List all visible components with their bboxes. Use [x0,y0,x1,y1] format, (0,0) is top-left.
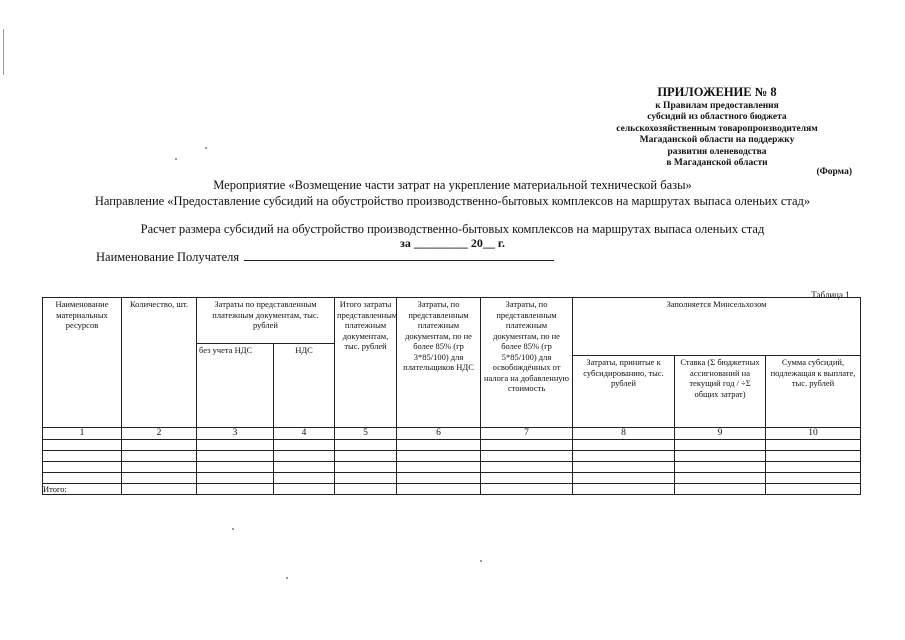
col-number: 9 [675,428,766,440]
col-number: 6 [397,428,481,440]
appendix-line: к Правилам предоставления [655,101,779,111]
header-accepted: Затраты, принятые к субсидированию, тыс. рублей [573,356,675,428]
table-cell[interactable] [335,439,397,450]
table-cell[interactable] [675,472,766,483]
header-total: Итого затраты представленным платежным документам, тыс. рублей [335,298,397,428]
appendix-line: сельскохозяйственным товаропроизводителям [616,123,818,134]
appendix-line: субсидий из областного бюджета [647,112,787,123]
table-cell[interactable] [573,450,675,461]
header-subsidy: Сумма субсидий, подлежащая к выплате, тыс. рублей [766,356,861,428]
table-cell[interactable] [675,461,766,472]
scan-speck [205,147,207,149]
table-cell[interactable] [197,472,274,483]
table-cell[interactable] [766,439,861,450]
appendix-subtitle [592,101,842,169]
subsidy-table [42,297,861,495]
col-number: 1 [43,428,122,440]
table-cell[interactable] [573,472,675,483]
table-cell[interactable] [397,472,481,483]
scan-speck [3,29,4,75]
direction-title: Направление «Предоставление субсидий на обустройство производственно-бытовых комплексов на маршрутах выпаса оленьих стад» [94,194,811,208]
table-cell[interactable] [481,483,573,495]
col-number: 8 [573,428,675,440]
table-cell[interactable] [481,439,573,450]
header-costs-no-vat: без учета НДС [197,344,274,428]
table-cell[interactable] [43,439,122,450]
total-label: Итого: [43,483,122,495]
table-cell[interactable] [573,439,675,450]
col-number: 7 [481,428,573,440]
appendix-line: развития оленеводства [667,146,767,157]
scan-speck [480,560,482,562]
table-cell[interactable] [197,439,274,450]
table-cell[interactable] [197,450,274,461]
table-row [43,450,861,461]
table-cell[interactable] [274,450,335,461]
table-cell[interactable] [675,439,766,450]
table-cell[interactable] [675,483,766,495]
table-cell[interactable] [122,461,197,472]
table-row [43,461,861,472]
table-cell[interactable] [335,461,397,472]
scan-speck [232,528,234,530]
appendix-line: в Магаданской области [666,158,768,169]
table-cell[interactable] [122,472,197,483]
col-number: 2 [122,428,197,440]
col-number: 10 [766,428,861,440]
table-cell[interactable] [274,439,335,450]
event-title: Мероприятие «Возмещение части затрат на укрепление материальной технической базы» [213,178,692,192]
table-cell[interactable] [766,450,861,461]
table-cell[interactable] [766,461,861,472]
col-number: 5 [335,428,397,440]
table-cell[interactable] [122,483,197,495]
calculation-title: Расчет размера субсидий на обустройство производственно-бытовых комплексов на маршрутах выпаса оленьих стад [140,222,765,236]
table-cell[interactable] [397,461,481,472]
table-row [43,439,861,450]
header-costs-vat: НДС [274,344,335,428]
header-quantity: Количество, шт. [122,298,197,428]
table-number: Таблица 1. [811,290,852,300]
table-cell[interactable] [274,483,335,495]
recipient-field [96,250,554,265]
table-cell[interactable] [481,472,573,483]
table-cell[interactable] [274,472,335,483]
table-cell[interactable] [481,461,573,472]
table-cell[interactable] [122,450,197,461]
header-costs-85-exempt: Затраты, по представленным платежным документам, по не более 85% (гр 5*85/100) для освобождённых от налога на добавленную стоимость [481,298,573,428]
header-costs-85-vat: Затраты, по представленным платежным документам, по не более 85% (гр 3*85/100) для плательщиков НДС [397,298,481,428]
table-cell[interactable] [766,472,861,483]
table-cell[interactable] [43,450,122,461]
header-rate: Ставка (Σ бюджетных ассигнований на текущий год / ÷Σ общих затрат) [675,356,766,428]
table-cell[interactable] [335,450,397,461]
form-label: (Форма) [816,167,852,177]
table-cell[interactable] [573,461,675,472]
header-ministry-group: Заполняется Минсельхозом [573,298,861,356]
scan-speck [175,158,177,160]
scan-speck [286,577,288,579]
col-number: 3 [197,428,274,440]
recipient-label: Наименование Получателя [96,250,240,264]
table-cell[interactable] [573,483,675,495]
table-row [43,472,861,483]
col-number: 4 [274,428,335,440]
table-cell[interactable] [43,472,122,483]
table-cell[interactable] [766,483,861,495]
table-cell[interactable] [397,450,481,461]
period-line: за _________ 20__ г. [400,236,505,250]
table-cell[interactable] [481,450,573,461]
total-row [43,483,861,495]
header-costs-group: Затраты по представленным платежным документам, тыс. рублей [197,298,335,344]
table-cell[interactable] [197,461,274,472]
table-cell[interactable] [122,439,197,450]
appendix-line: Магаданской области на поддержку [639,135,795,146]
recipient-blank[interactable] [244,250,554,261]
column-number-row [43,428,861,440]
table-cell[interactable] [197,483,274,495]
table-cell[interactable] [397,439,481,450]
table-cell[interactable] [335,472,397,483]
table-cell[interactable] [675,450,766,461]
table-cell[interactable] [43,461,122,472]
table-cell[interactable] [274,461,335,472]
header-name: Наименование материальных ресурсов [43,298,122,428]
table-cell[interactable] [335,483,397,495]
appendix-title: ПРИЛОЖЕНИЕ № 8 [657,85,777,99]
table-cell[interactable] [397,483,481,495]
